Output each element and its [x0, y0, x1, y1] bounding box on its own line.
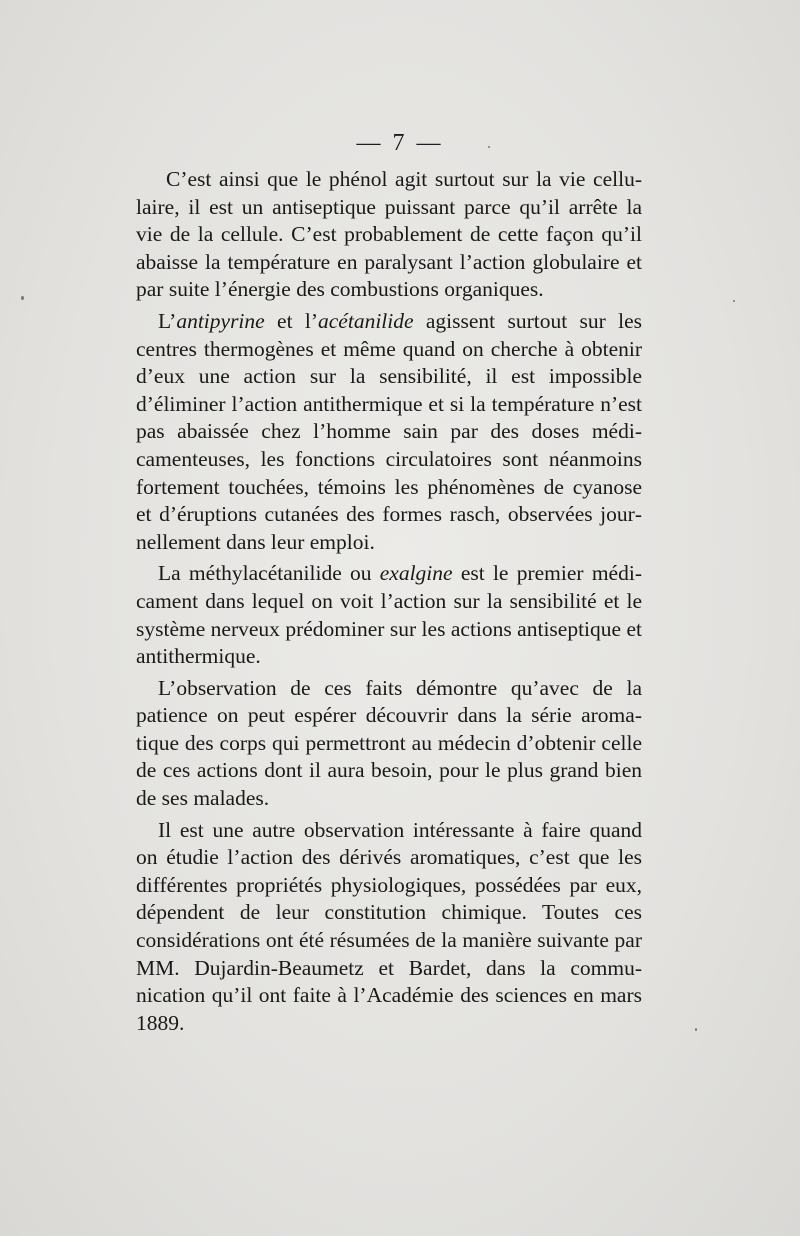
term-antipyrine: antipyrine	[176, 308, 265, 333]
paragraph-exalgine-rest: est le premier médicament dans lequel on voit l’action sur la sensibilité et le système nerveux prédominer sur les actions antiseptique et antithermique.	[136, 561, 642, 669]
paper-speck	[733, 300, 735, 302]
term-exalgine: exalgine	[379, 561, 453, 586]
paragraph-phenol: C’est ainsi que le phénol agit surtout sur la vie cellulaire, il est un antiseptique puissant parce qu’il arrête la vie de la cellule. C’est probablement de cette façon qu’il abaisse la température en paralysant l’action globulaire et par suite l’énergie des combustions organiques.	[136, 167, 642, 302]
paper-speck	[488, 146, 490, 148]
paragraph-antipyrine-mid: et l’	[264, 308, 319, 333]
paragraph-exalgine-lead: La méthylacétanilide ou	[158, 561, 380, 586]
paragraph-exalgine	[136, 560, 642, 670]
paragraph-observation: L’observation de ces faits démontre qu’avec de la patience on peut espérer découvrir dans la série aromatique des corps qui permettront au médecin d’obtenir celle de ces actions dont il aura besoin, pour le plus grand bien de ses malades.	[136, 675, 642, 811]
paper-speck	[695, 1028, 697, 1031]
paragraph-antipyrine	[136, 308, 642, 556]
body-text	[136, 166, 642, 1041]
paragraph-antipyrine-lead: L’	[158, 308, 177, 333]
paper-speck	[21, 296, 24, 300]
page-number: — 7 —	[356, 130, 444, 156]
paragraph-antipyrine-rest: agissent surtout sur les centres thermogènes et même quand on cherche à obtenir d’eux une action sur la sensibilité, il est impossible d’éliminer l’action antithermique et si la température n’est pas abaissée chez l’homme sain par des doses médicamenteuses, les fonctions circulatoires sont néanmoins fortement touchées, témoins les phénomènes de cyanose et d’éruptions cutanées des formes rasch, observées journellement dans leur emploi.	[136, 308, 642, 554]
paragraph-constitution: Il est une autre observation intéressante à faire quand on étudie l’action des dérivés aromatiques, c’est que les différentes propriétés physiologiques, possédées par eux, dépendent de leur constitution chimique. Toutes ces considérations ont été résumées de la manière suivante par MM. Dujardin-Beaumetz et Bardet, dans la communication qu’il ont faite à l’Académie des sciences en mars 1889.	[136, 817, 642, 1035]
term-acetanilide: acétanilide	[318, 308, 414, 333]
